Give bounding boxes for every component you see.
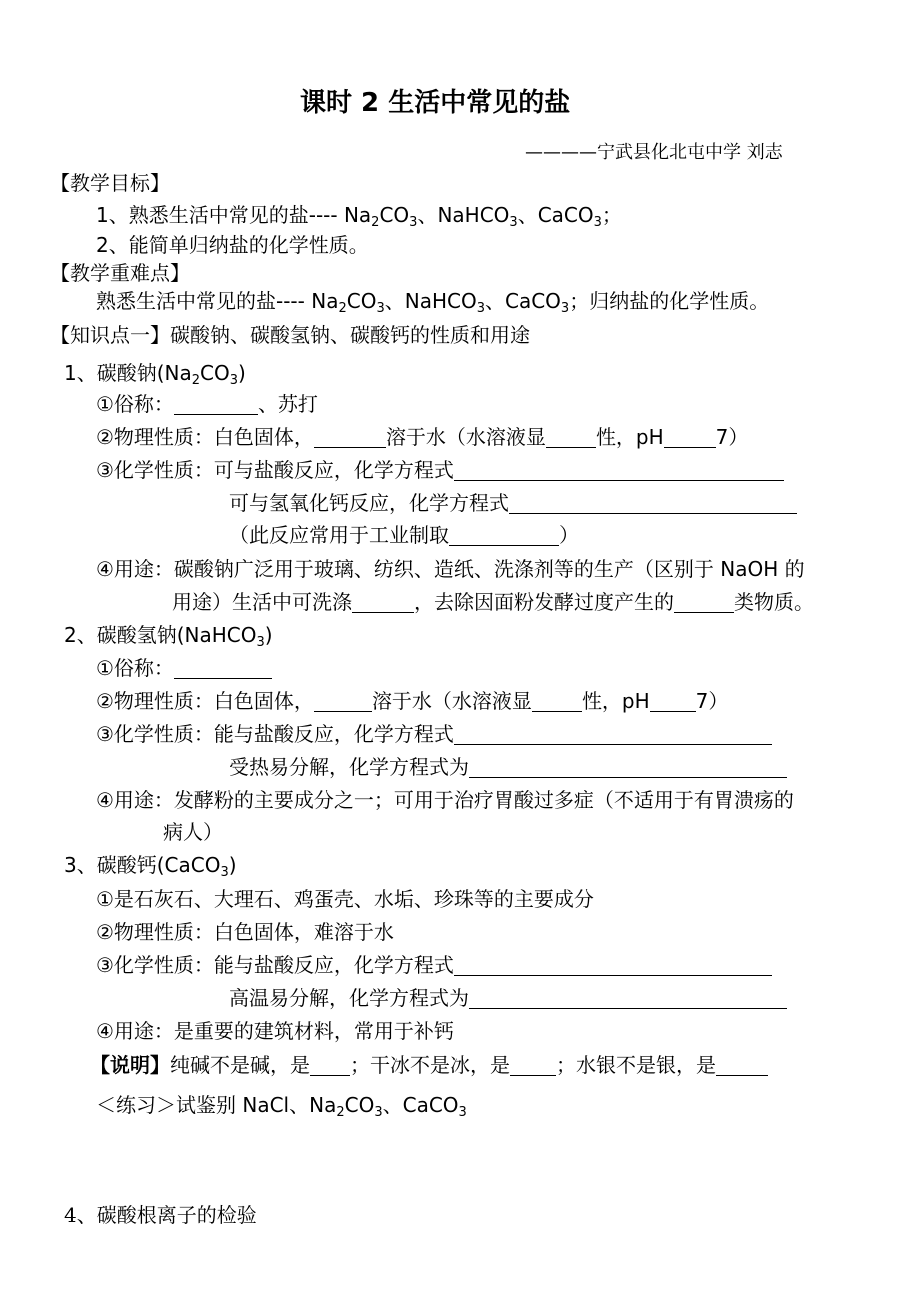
nahco3-common-name: ①俗称： — [96, 655, 272, 681]
blank[interactable] — [352, 592, 414, 613]
caco3-physical: ②物理性质：白色固体，难溶于水 — [96, 920, 394, 944]
blank[interactable] — [469, 757, 787, 778]
na2co3-use-1: ④用途：碳酸钠广泛用于玻璃、纺织、造纸、洗涤剂等的生产（区别于 NaOH 的 — [96, 557, 805, 581]
na2co3-use-2: 用途）生活中可洗涤 ，去除因面粉发酵过度产生的 类物质。 — [172, 590, 814, 614]
nahco3-use-2: 病人） — [163, 820, 223, 844]
na2co3-chem-2: 可与氢氧化钙反应，化学方程式 — [229, 490, 797, 516]
caco3-item-1: ①是石灰石、大理石、鸡蛋壳、水垢、珍珠等的主要成分 — [96, 887, 594, 911]
note-line: 【说明】纯碱不是碱，是 ；干冰不是冰，是 ；水银不是银，是 — [90, 1052, 768, 1078]
keypoints-heading: 【教学重难点】 — [50, 261, 190, 285]
blank[interactable] — [449, 525, 559, 546]
goals-heading: 【教学目标】 — [50, 171, 170, 195]
blank[interactable] — [314, 427, 386, 448]
na2co3-common-name: ①俗称： 、苏打 — [96, 392, 318, 416]
na2co3-heading: 1、碳酸钠$(Na_2CO_3)$ — [64, 361, 246, 388]
caco3-use: ④用途：是重要的建筑材料，常用于补钙 — [96, 1019, 454, 1043]
section-4-heading: 4、碳酸根离子的检验 — [64, 1203, 257, 1227]
author-line: ————宁武县化北屯中学 刘志 — [525, 142, 783, 163]
blank[interactable] — [310, 1055, 350, 1076]
nahco3-chem-1: ③化学性质：能与盐酸反应，化学方程式 — [96, 721, 772, 747]
nahco3-chem-2: 受热易分解，化学方程式为 — [229, 754, 787, 780]
caco3-chem-1: ③化学性质：能与盐酸反应，化学方程式 — [96, 952, 772, 978]
na2co3-physical: ②物理性质：白色固体， 溶于水（水溶液显 性，pH 7） — [96, 425, 749, 449]
page-title: 课时 2 生活中常见的盐 — [300, 88, 571, 118]
knowledge-point-1-heading: 【知识点一】碳酸钠、碳酸氢钠、碳酸钙的性质和用途 — [50, 323, 530, 347]
na2co3-chem-3: （此反应常用于工业制取 ） — [229, 523, 579, 547]
na2co3-chem-1: ③化学性质：可与盐酸反应，化学方程式 — [96, 457, 784, 483]
caco3-chem-2: 高温易分解，化学方程式为 — [229, 985, 787, 1011]
nahco3-physical: ②物理性质：白色固体， 溶于水（水溶液显 性，pH 7） — [96, 689, 729, 713]
blank[interactable] — [532, 691, 582, 712]
blank[interactable] — [509, 493, 797, 514]
blank[interactable] — [454, 724, 772, 745]
blank[interactable] — [469, 988, 787, 1009]
blank[interactable] — [650, 691, 696, 712]
blank[interactable] — [454, 955, 772, 976]
blank[interactable] — [314, 691, 372, 712]
blank[interactable] — [174, 658, 272, 679]
blank[interactable] — [716, 1055, 768, 1076]
blank[interactable] — [510, 1055, 556, 1076]
keypoints-text: 熟悉生活中常见的盐---- $Na_2CO_3$、NaHCO$_3$、CaCO$_3$；归纳盐的化学性质。 — [96, 289, 770, 316]
nahco3-heading: 2、碳酸氢钠(NaHCO$_3$) — [64, 623, 273, 650]
nahco3-use-1: ④用途：发酵粉的主要成分之一；可用于治疗胃酸过多症（不适用于有胃溃疡的 — [96, 788, 794, 812]
blank[interactable] — [664, 427, 716, 448]
blank[interactable] — [454, 460, 784, 481]
exercise-line: ＜练习＞试鉴别 NaCl、$Na_2CO_3$、CaCO$_3$ — [96, 1093, 467, 1120]
goals-item-2: 2、能简单归纳盐的化学性质。 — [96, 233, 369, 257]
caco3-heading: 3、碳酸钙(CaCO$_3$) — [64, 853, 237, 880]
blank[interactable] — [174, 394, 258, 415]
goals-item-1: 1、熟悉生活中常见的盐---- $Na_2CO_3$、NaHCO$_3$、CaCO$_3$； — [96, 203, 622, 230]
blank[interactable] — [674, 592, 734, 613]
blank[interactable] — [546, 427, 596, 448]
